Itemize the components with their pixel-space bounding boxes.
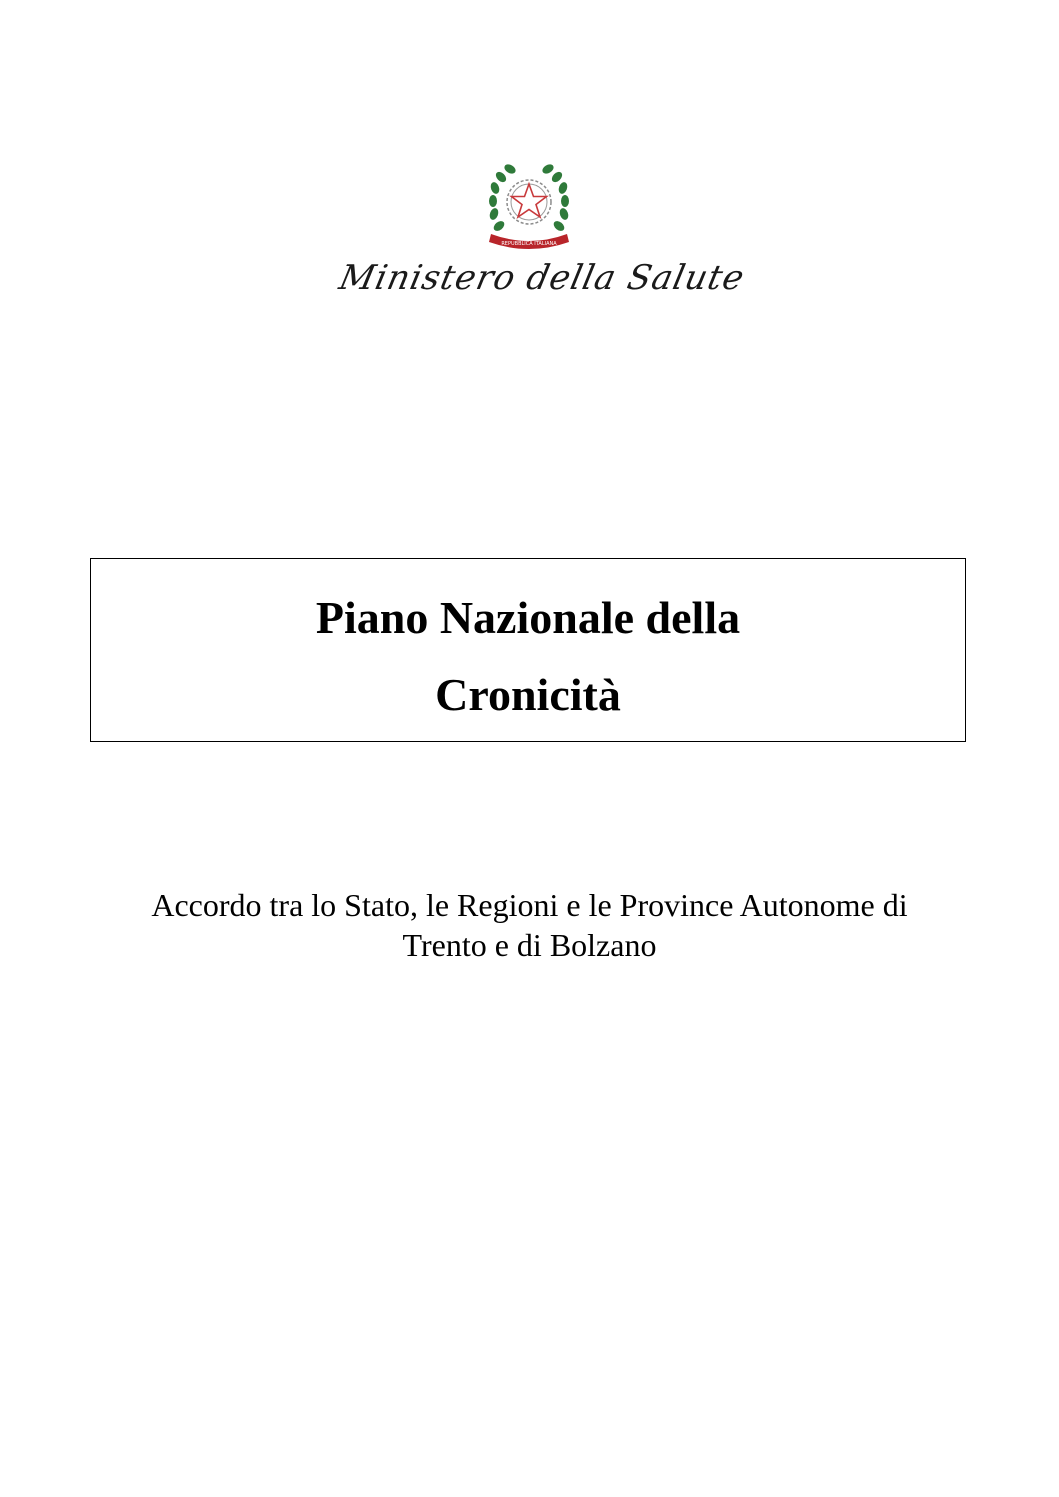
title-box: [90, 558, 966, 742]
subtitle-line-1: Accordo tra lo Stato, le Regioni e le Province Autonome di: [151, 887, 908, 923]
ministry-name: Ministero della Salute: [335, 258, 749, 298]
italian-republic-emblem-icon: [487, 160, 571, 250]
document-title-line-1: Piano Nazionale della: [315, 592, 741, 643]
subtitle-line-2: Trento e di Bolzano: [402, 927, 657, 963]
document-title-line-2: Cronicità: [435, 669, 621, 720]
emblem-text: REPUBBLICA ITALIANA: [501, 241, 557, 247]
